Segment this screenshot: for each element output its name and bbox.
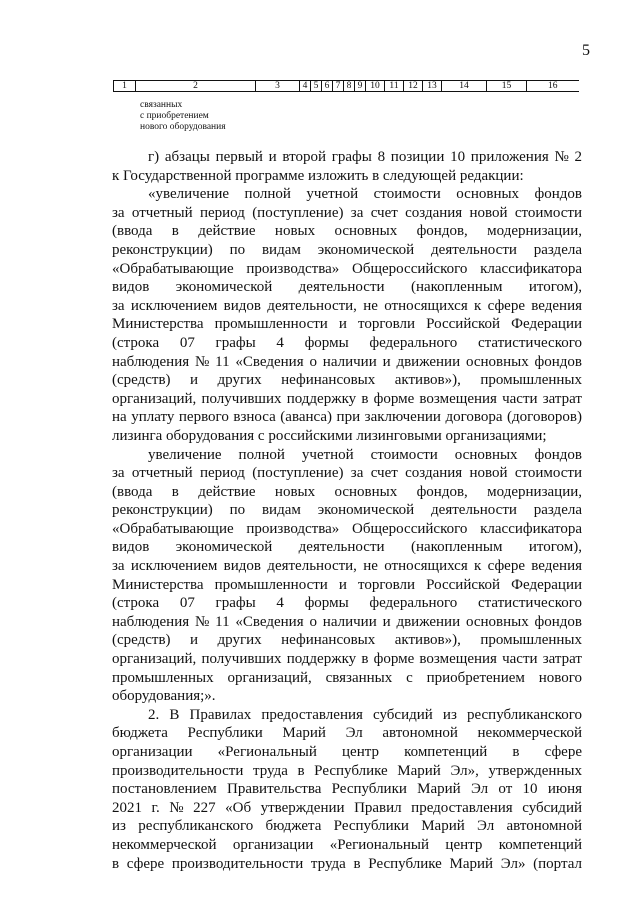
body-text-line: увеличение полной учетной стоимости основных фондов [148,446,582,463]
body-text-line: Министерства промышленности и торговли Российской Федерации [112,316,582,333]
body-text-line: 2021 г. № 227 «Об утверждении Правил предоставления субсидий [112,799,582,816]
body-text-line: производительности труда в Республике Марий Эл», утвержденных [112,762,582,779]
body-text-line: г) абзацы первый и второй графы 8 позиции 10 приложения № 2 [148,149,582,165]
body-text-line: наблюдения № 11 «Сведения о наличии и движении основных фондов [112,613,582,630]
body-text-line: на уплату первого взноса (аванса) при заключении договора (договоров) [112,409,582,426]
column-number-cell: 15 [487,81,527,92]
column-number-cell: 2 [136,81,256,92]
body-text-line: (ввода в действие новых основных фондов, модернизации, [112,223,582,240]
column-number-cell: 6 [322,81,333,92]
body-text-line: видов экономической деятельности (накопленным итогом), [112,279,582,296]
body-text-line: Министерства промышленности и торговли Российской Федерации [112,576,582,593]
body-text-line: за исключением видов деятельности, не относящихся к сфере ведения [112,297,582,314]
body-text-line: оборудования;». [112,688,216,705]
column-number-cell: 7 [333,81,344,92]
body-text-line: бюджета Республики Марий Эл автономной некоммерческой [112,725,582,742]
body-text-line: промышленных организаций, связанных с приобретением нового [112,669,582,686]
body-text-line: наблюдения № 11 «Сведения о наличии и движении основных фондов [112,353,582,370]
column-number-cell: 9 [355,81,366,92]
body-text-line: некоммерческой организации «Региональный центр компетенций [112,836,582,853]
column-number-cell: 5 [311,81,322,92]
body-text-line: «Обрабатывающие производства» Общероссийского классификатора [112,260,582,277]
column-number-cell: 4 [300,81,311,92]
column-number-cell: 14 [442,81,487,92]
side-note-line: связанных [140,100,183,110]
body-text-line: (средств) и других нефинансовых активов»), промышленных [112,632,582,649]
body-text-line: (средств) и других нефинансовых активов»), промышленных [112,372,582,389]
body-text-line: в сфере производительности труда в Республике Марий Эл» (портал [112,855,582,872]
column-number-cell: 16 [527,81,579,92]
column-number-cell: 11 [385,81,404,92]
body-text-line: организации «Региональный центр компетенций в сфере [112,744,582,760]
body-text-line: из республиканского бюджета Республики Марий Эл автономной [112,818,582,835]
body-text-line: за отчетный период (поступление) за счет создания новой стоимости [112,204,582,221]
body-text-line: организаций, получивших поддержку в форме возмещения части затрат [112,651,582,668]
body-text-line: за исключением видов деятельности, не относящихся к сфере ведения [112,558,582,575]
body-text-line: «увеличение полной учетной стоимости основных фондов [148,186,582,203]
side-note-line: с приобретением [140,111,209,121]
column-number-cell: 8 [344,81,355,92]
body-text-line: (ввода в действие новых основных фондов, модернизации, [112,483,582,500]
body-text-line: «Обрабатывающие производства» Общероссийского классификатора [112,520,582,537]
body-text-line: лизинга оборудования с российскими лизинговыми организациями; [112,427,547,444]
page-number: 5 [582,42,590,59]
column-number-cell: 1 [114,81,136,92]
body-text-line: реконструкции) по видам экономической деятельности раздела [112,502,582,519]
column-number-cell: 12 [404,81,423,92]
body-text-line: (строка 07 графы 4 формы федерального статистического [112,334,582,351]
previous-row-cell-text [140,100,260,133]
side-note-line: нового оборудования [140,122,226,132]
column-number-row [114,81,579,92]
body-text-line: реконструкции) по видам экономической деятельности раздела [112,241,582,258]
column-number-cell: 3 [256,81,300,92]
body-text-line: видов экономической деятельности (накопленным итогом), [112,539,582,556]
body-text-line: постановлением Правительства Республики Марий Эл от 10 июня [112,781,582,798]
body-text-line: (строка 07 графы 4 формы федерального статистического [112,595,582,612]
body-text-line: 2. В Правилах предоставления субсидий из республиканского [148,706,582,723]
body-text-line: организаций, получивших поддержку в форме возмещения части затрат [112,390,582,407]
document-body [112,148,582,873]
column-number-cell: 13 [423,81,442,92]
column-number-cell: 10 [366,81,385,92]
body-text-line: за отчетный период (поступление) за счет создания новой стоимости [112,465,582,482]
body-text-line: к Государственной программе изложить в следующей редакции: [112,167,524,184]
column-number-header-table [113,80,579,92]
